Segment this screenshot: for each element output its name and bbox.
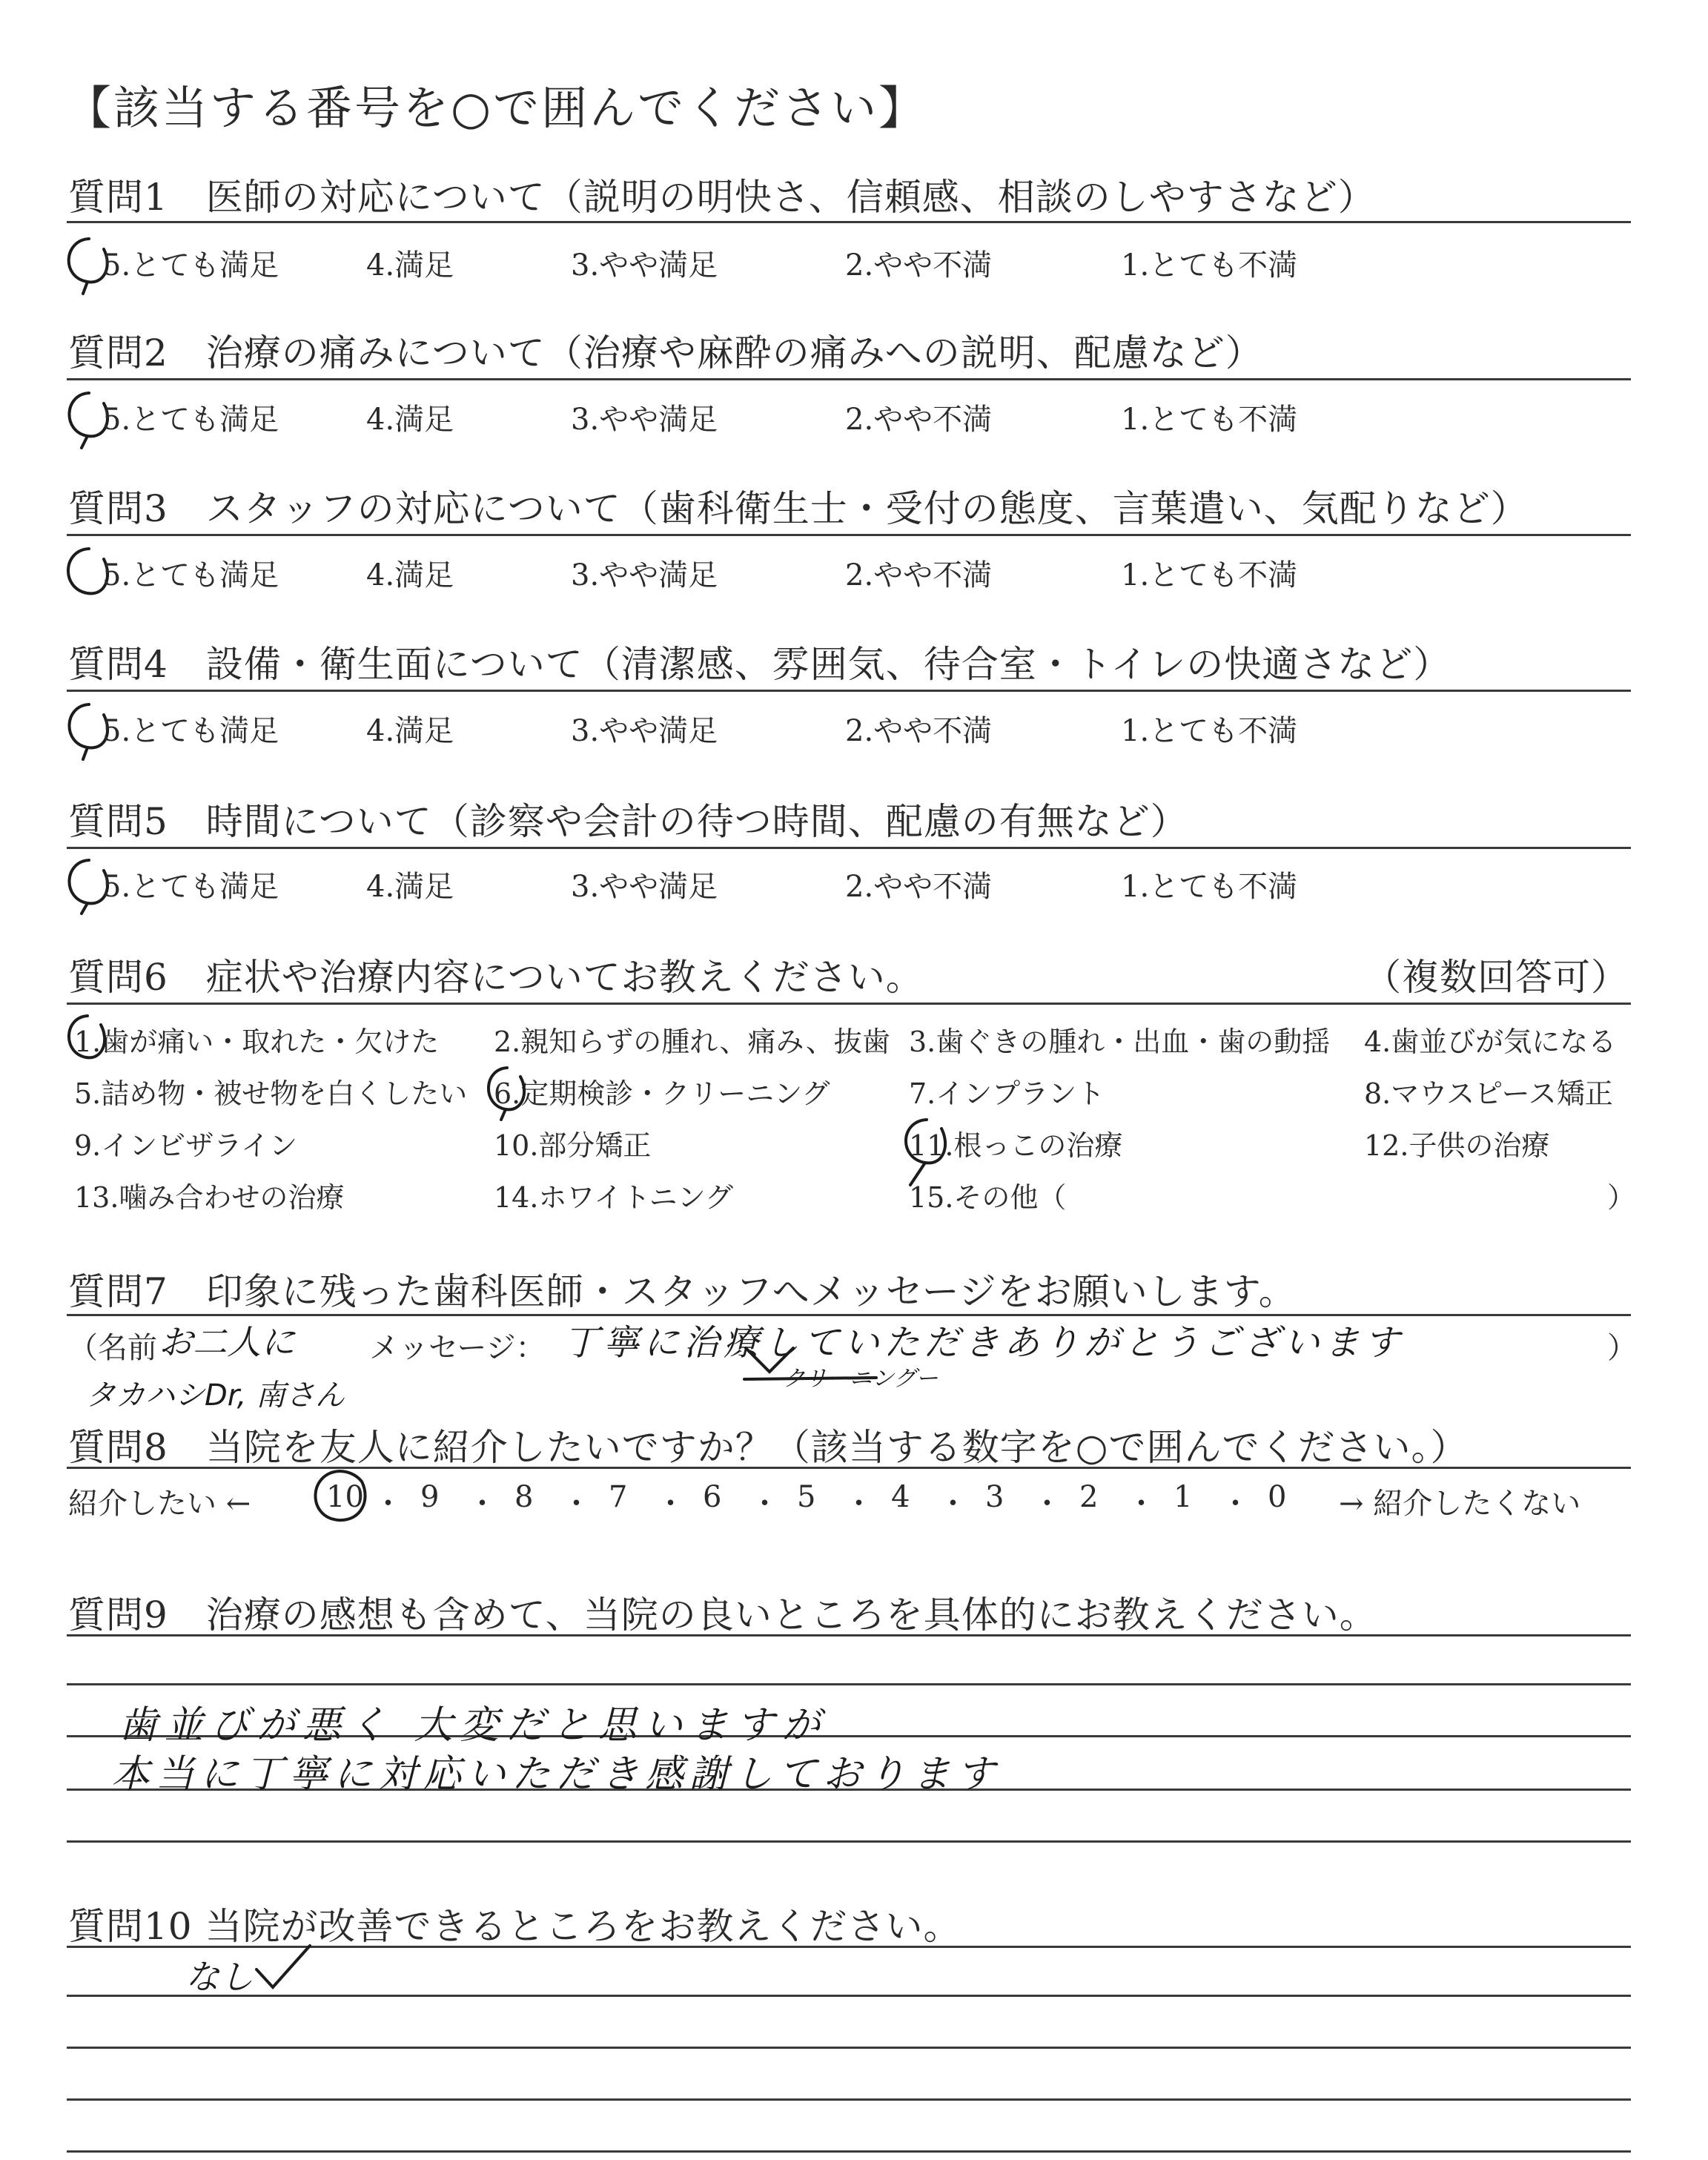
question-3-option-1: 1.とても不満 <box>1121 558 1298 592</box>
q8-scale-item: 10 <box>326 1480 364 1514</box>
q8-scale-item: 1 <box>1174 1480 1193 1514</box>
question-2-option-3: 3.やや満足 <box>571 403 718 437</box>
question-3-option-4: 4.満足 <box>366 558 454 592</box>
question-4-option-5: 5.とても満足 <box>102 714 279 748</box>
q6-item-8: 8.マウスピース矯正 <box>1364 1077 1613 1110</box>
q8-scale-item: 2 <box>1079 1480 1099 1514</box>
q8-scale-item: ・ <box>1032 1487 1062 1521</box>
question-3-option-5: 5.とても満足 <box>102 558 279 592</box>
q7-message-handwritten: 丁寧に治療していただきありがとうございます <box>563 1322 1405 1364</box>
question-4-option-2: 2.やや不満 <box>845 714 993 748</box>
q8-scale-item: ・ <box>749 1487 780 1521</box>
underline-mark-q7 <box>744 1378 876 1379</box>
q8-scale-item: ・ <box>655 1487 686 1521</box>
question-1-option-3: 3.やや満足 <box>571 248 718 283</box>
q9-handwritten-line-1: 歯並びが悪く 大変だと思いますが <box>119 1703 828 1748</box>
q8-scale-item: 6 <box>703 1480 722 1514</box>
q8-scale-item: 4 <box>891 1480 910 1514</box>
q8-left-label: 紹介したい ← <box>68 1487 251 1521</box>
q6-item-15: 15.その他（ <box>909 1181 1067 1214</box>
question-1-option-5: 5.とても満足 <box>102 248 279 283</box>
question-6: 質問6 症状や治療内容についてお教えください。 <box>68 956 924 999</box>
q7-name-handwritten-2: タカハシDr, 南さん <box>86 1378 345 1413</box>
survey-title: 【該当する番号を○で囲んでください】 <box>65 81 927 135</box>
q6-item-10: 10.部分矯正 <box>494 1129 652 1162</box>
question-2-option-4: 4.満足 <box>366 403 454 437</box>
question-4-option-3: 3.やや満足 <box>571 714 718 748</box>
question-1-option-4: 4.満足 <box>366 248 454 283</box>
question-1-option-2: 2.やや不満 <box>845 248 993 283</box>
question-2-option-1: 1.とても不満 <box>1121 403 1298 437</box>
question-5-option-1: 1.とても不満 <box>1121 870 1298 904</box>
question-3: 質問3 スタッフの対応について（歯科衛生士・受付の態度、言葉遣い、気配りなど） <box>68 487 1529 530</box>
q6-item-13: 13.噛み合わせの治療 <box>74 1181 345 1214</box>
question-4: 質問4 設備・衛生面について（清潔感、雰囲気、待合室・トイレの快適さなど） <box>68 643 1452 686</box>
question-8: 質問8 当院を友人に紹介したいですか？（該当する数字を○で囲んでください。） <box>68 1426 1469 1469</box>
question-2-option-2: 2.やや不満 <box>845 403 993 437</box>
q6-item-5: 5.詰め物・被せ物を白くしたい <box>74 1077 468 1110</box>
q7-message-label: メッセージ： <box>369 1331 546 1365</box>
question-7: 質問7 印象に残った歯科医師・スタッフへメッセージをお願いします。 <box>68 1270 1297 1313</box>
question-2-option-5: 5.とても満足 <box>102 403 279 437</box>
q8-scale-item: ・ <box>561 1487 592 1521</box>
q8-scale-item: ・ <box>373 1487 403 1521</box>
q6-item-3: 3.歯ぐきの腫れ・出血・歯の動揺 <box>909 1025 1331 1058</box>
q7-message-insert: クリーニングー <box>783 1366 939 1392</box>
question-1-option-1: 1.とても不満 <box>1121 248 1298 283</box>
q7-name-label: （名前 <box>68 1331 157 1365</box>
circle-mark-q8-10 <box>315 1471 365 1520</box>
question-3-option-3: 3.やや満足 <box>571 558 718 592</box>
q8-scale-item: ・ <box>1126 1487 1156 1521</box>
question-6-note: （複数回答可） <box>1364 956 1629 999</box>
q6-item-1: 1.歯が痛い・取れた・欠けた <box>74 1025 440 1058</box>
question-3-option-2: 2.やや不満 <box>845 558 993 592</box>
q8-scale-item: ・ <box>938 1487 968 1521</box>
q7-close-paren: ） <box>1607 1331 1637 1365</box>
q8-scale-item: 3 <box>985 1480 1004 1514</box>
question-5-option-2: 2.やや不満 <box>845 870 993 904</box>
q6-item-6: 6.定期検診・クリーニング <box>494 1077 830 1110</box>
q6-item-12: 12.子供の治療 <box>1364 1129 1550 1162</box>
checkmark-q10 <box>256 1946 310 1987</box>
q6-item-15-close: ） <box>1607 1181 1636 1214</box>
q8-scale-item: ・ <box>844 1487 874 1521</box>
q6-item-7: 7.インプラント <box>909 1077 1105 1110</box>
q10-handwritten-answer: なし <box>185 1957 254 1997</box>
q8-scale-item: ・ <box>467 1487 497 1521</box>
q8-scale-item: 9 <box>420 1480 440 1514</box>
q8-scale-item: 7 <box>609 1480 628 1514</box>
circle-mark-q6-item-1 <box>69 1016 105 1057</box>
question-5: 質問5 時間について（診察や会計の待つ時間、配慮の有無など） <box>68 800 1188 843</box>
q6-item-14: 14.ホワイトニング <box>494 1181 734 1214</box>
q8-right-label: → 紹介したくない <box>1339 1487 1581 1521</box>
q6-item-11: 11.根っこの治療 <box>909 1129 1123 1162</box>
question-2: 質問2 治療の痛みについて（治療や麻酔の痛みへの説明、配慮など） <box>68 331 1263 374</box>
q8-scale-item: 5 <box>797 1480 816 1514</box>
question-5-option-5: 5.とても満足 <box>102 870 279 904</box>
question-5-option-3: 3.やや満足 <box>571 870 718 904</box>
question-5-option-4: 4.満足 <box>366 870 454 904</box>
q6-item-9: 9.インビザライン <box>74 1129 298 1162</box>
question-10: 質問10 当院が改善できるところをお教えください。 <box>68 1905 961 1948</box>
circle-mark-q6-item-11 <box>906 1120 945 1185</box>
q6-item-2: 2.親知らずの腫れ、痛み、抜歯 <box>494 1025 890 1058</box>
question-4-option-4: 4.満足 <box>366 714 454 748</box>
circle-mark-q1 <box>69 239 107 294</box>
q8-scale-item: 8 <box>514 1480 534 1514</box>
q9-handwritten-line-2: 本当に丁寧に対応いただき感謝しております <box>111 1752 1002 1797</box>
insert-mark-q7 <box>746 1348 793 1372</box>
q8-scale-item: 0 <box>1268 1480 1287 1514</box>
question-9: 質問9 治療の感想も含めて、当院の良いところを具体的にお教えください。 <box>68 1593 1377 1636</box>
q8-scale-item: ・ <box>1220 1487 1251 1521</box>
q7-name-handwritten-1: お二人に <box>159 1322 295 1362</box>
question-1: 質問1 医師の対応について（説明の明快さ、信頼感、相談のしやすさなど） <box>68 176 1376 219</box>
circle-mark-q6-item-6 <box>489 1068 524 1120</box>
question-4-option-1: 1.とても不満 <box>1121 714 1298 748</box>
q6-item-4: 4.歯並びが気になる <box>1364 1025 1617 1058</box>
